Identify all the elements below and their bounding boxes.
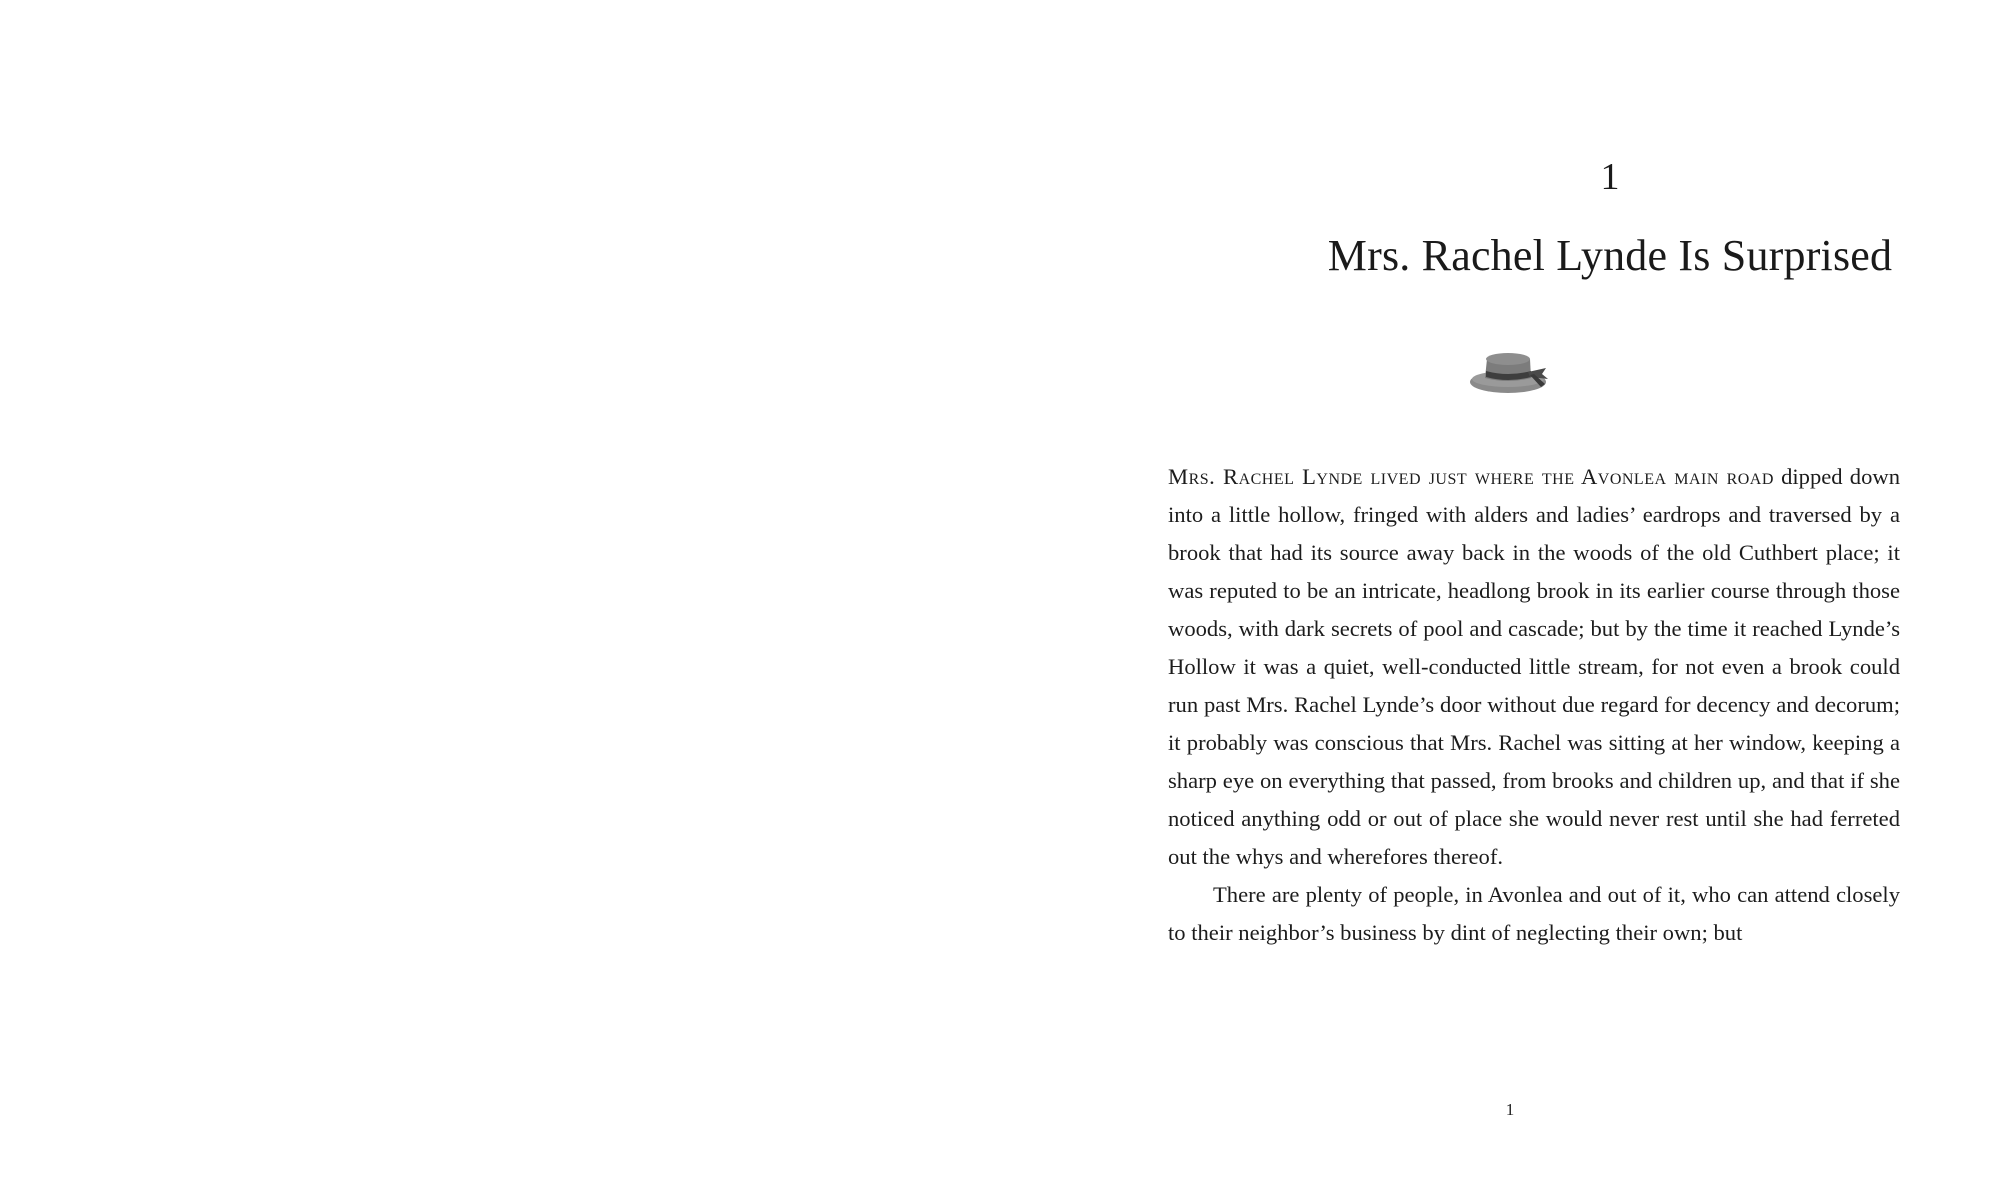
paragraph-1-text: dipped down into a little hollow, fringed with alders and ladies’ eardrops and traversed by a brook that had its source away back in the woods of the old Cuthbert place; it was reputed to be an intricate, headlong brook in its earlier course through those woods, with dark secrets of pool and cascade; but by the time it reached Lynde’s Hollow it was a quiet, well-conducted little stream, for not even a brook could run past Mrs. Rachel Lynde’s door without due regard for decency and decorum; it probably was conscious that Mrs. Rachel was sitting at her window, keeping a sharp eye on everything that passed, from brooks and children up, and that if she noticed anything odd or out of place she would never rest until she had ferreted out the whys and wherefores thereof. (1168, 464, 1901, 869)
paragraph-1 (1168, 458, 1900, 876)
chapter-title: Mrs. Rachel Lynde Is Surprised (1327, 231, 1893, 280)
page-number: 1 (1505, 1100, 1515, 1119)
right-page (1000, 0, 2000, 1181)
straw-boater-hat-icon (1468, 347, 1554, 399)
paragraph-2 (1168, 876, 1900, 952)
chapter-number: 1 (1600, 156, 1620, 198)
chapter-body-text (1168, 458, 1900, 952)
paragraph-lead-in: Mrs. Rachel Lynde lived just where the Avonlea main road (1168, 464, 1774, 489)
paragraph-2-text: There are plenty of people, in Avonlea and out of it, who can attend closely to their neighbor’s business by dint of neglecting their own; but (1168, 882, 1900, 945)
